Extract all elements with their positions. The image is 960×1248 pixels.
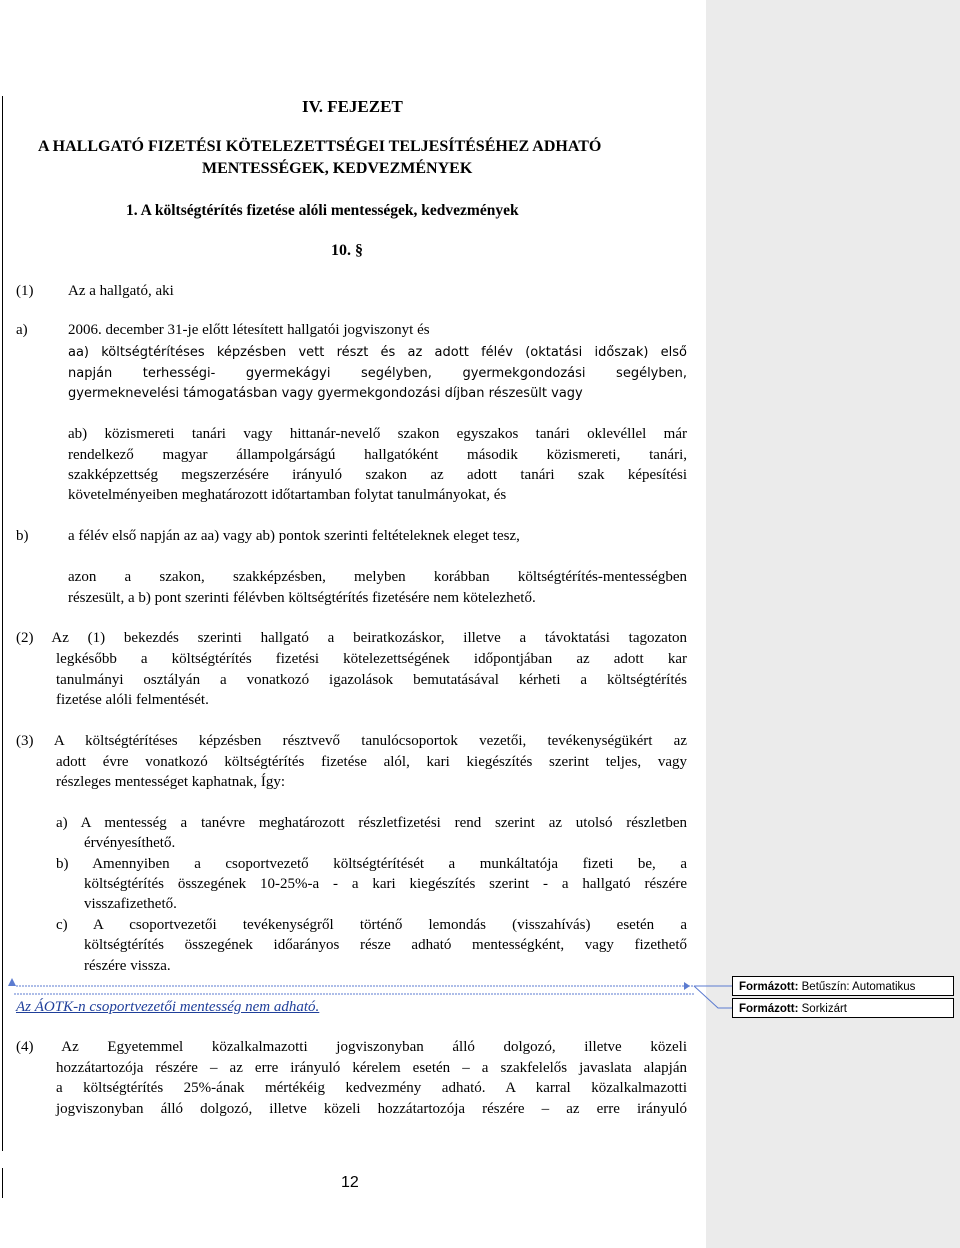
point-a-label: a) [16, 322, 28, 338]
point-b-label: b) [16, 528, 29, 544]
tracked-change-text[interactable]: Az ÁOTK-n csoportvezetői mentesség nem adható. [16, 999, 320, 1015]
para4-line4: jogviszonyban álló dolgozó, illetve közeli hozzátartozója részére – az erre irányuló [56, 1101, 687, 1117]
comment-value: Betűszín: Automatikus [801, 981, 916, 993]
para3-b-line3: visszafizethető. [84, 896, 177, 912]
comment-value: Sorkizárt [801, 1003, 847, 1015]
para3-c-line2: költségtérítés összegének időarányos része adható mentességként, vagy fizethető [84, 937, 687, 953]
ab-line3: szakképzettség megszerzésére irányuló szakon az adott tanári szak képesítési [68, 467, 687, 483]
para2-line2: legkésőbb a költségtérítés fizetési kötelezettségének időpontjában az adott kar [56, 651, 687, 667]
para2-line1: (2) Az (1) bekezdés szerinti hallgató a beiratkozáskor, illetve a távoktatási tagozaton [16, 630, 687, 646]
chapter-heading: IV. FEJEZET [302, 97, 403, 116]
para3-line1: (3) A költségtérítéses képzésben résztvevő tanulócsoportok vezetői, tevékenységükért az [16, 733, 687, 749]
aa-line3: gyermeknevelési támogatásban vagy gyermekgondozási díjban részesült vagy [68, 386, 583, 401]
anchor-marker-1 [8, 978, 16, 986]
para4-line1: (4) Az Egyetemmel közalkalmazotti jogviszonyban álló dolgozó, illetve közeli [16, 1039, 687, 1055]
section-title: 1. A költségtérítés fizetése alóli mentességek, kedvezmények [126, 202, 519, 219]
para1-tail-line1: azon a szakon, szakképzésben, melyben korábban költségtérítés-mentességben [68, 569, 687, 585]
aa-line1: aa) költségtérítéses képzésben vett részt és az adott félév (oktatási időszak) első [68, 345, 687, 360]
aa-line2: napján terhességi- gyermekágyi segélyben, gyermekgondozási segélyben, [68, 366, 687, 381]
comment-label: Formázott: [739, 1003, 799, 1015]
ab-line1: ab) közismereti tanári vagy hittanár-nevelő szakon egyszakos tanári oklevéllel már [68, 426, 687, 442]
para1-lead: Az a hallgató, aki [68, 283, 174, 299]
para3-a-line2: érvényesíthető. [84, 835, 176, 851]
para1-tail-line2: részesült, a b) pont szerinti félévben költségtérítés fizetésére nem kötelezhető. [68, 590, 536, 606]
para3-line3: részleges mentességet kaphatnak, Így: [56, 774, 286, 790]
para4-line2: hozzátartozója részére – az erre irányuló kérelem esetén – a szakfelelős javaslata alapján [56, 1060, 687, 1076]
comment-bubble-2[interactable] [732, 998, 954, 1018]
para2-line3: tanulmányi osztályán a vonatkozó igazolások bemutatásával kérheti a költségtérítés [56, 672, 687, 688]
point-b-text: a félév első napján az aa) vagy ab) pontok szerinti feltételeknek eleget tesz, [68, 528, 520, 544]
comment-bubble-1[interactable] [732, 976, 954, 996]
para3-a-line1: a) A mentesség a tanévre meghatározott részletfizetési rend szerint az utolsó részletben [56, 815, 687, 831]
page-number: 12 [341, 1174, 359, 1191]
connector-marks [8, 978, 690, 990]
paragraph-number: 10. § [331, 242, 363, 259]
para3-line2: adott évre vonatkozó költségtérítés fizetése alól, kari kiegészítés szerint teljes, vagy [56, 754, 687, 770]
comment-label: Formázott: [739, 981, 799, 993]
point-a-text: 2006. december 31-je előtt létesített hallgatói jogviszonyt és [68, 322, 430, 338]
chapter-title-line2: MENTESSÉGEK, KEDVEZMÉNYEK [202, 160, 473, 177]
change-bar [2, 96, 3, 1151]
para3-b-line2: költségtérítés összegének 10-25%-a - a kari kiegészítés szerint - a hallgató részére [84, 876, 687, 892]
ab-line4: követelményeiben meghatározott időtartamban folytat tanulmányokat, és [68, 487, 507, 503]
para3-c-line1: c) A csoportvezetői tevékenységről történő lemondás (visszahívás) esetén a [56, 917, 687, 933]
para3-c-line3: részére vissza. [84, 958, 171, 974]
change-bar [2, 1168, 3, 1198]
para1-number: (1) [16, 283, 34, 299]
comment-margin-pane [706, 0, 960, 1248]
anchor-marker-2 [684, 982, 690, 990]
para4-line3: a költségtérítés 25%-ának mértékéig kedvezmény adható. A karral közalkalmazotti [56, 1080, 687, 1096]
para2-line4: fizetése alóli felmentését. [56, 692, 209, 708]
para3-b-line1: b) Amennyiben a csoportvezető költségtérítését a munkáltatója fizeti be, a [56, 856, 687, 872]
ab-line2: rendelkező magyar állampolgárságú hallgatóként második közismereti, tanári, [68, 447, 687, 463]
connector-lines [14, 986, 694, 994]
chapter-title-line1: A HALLGATÓ FIZETÉSI KÖTELEZETTSÉGEI TELJESÍTÉSÉHEZ ADHATÓ [38, 138, 602, 155]
